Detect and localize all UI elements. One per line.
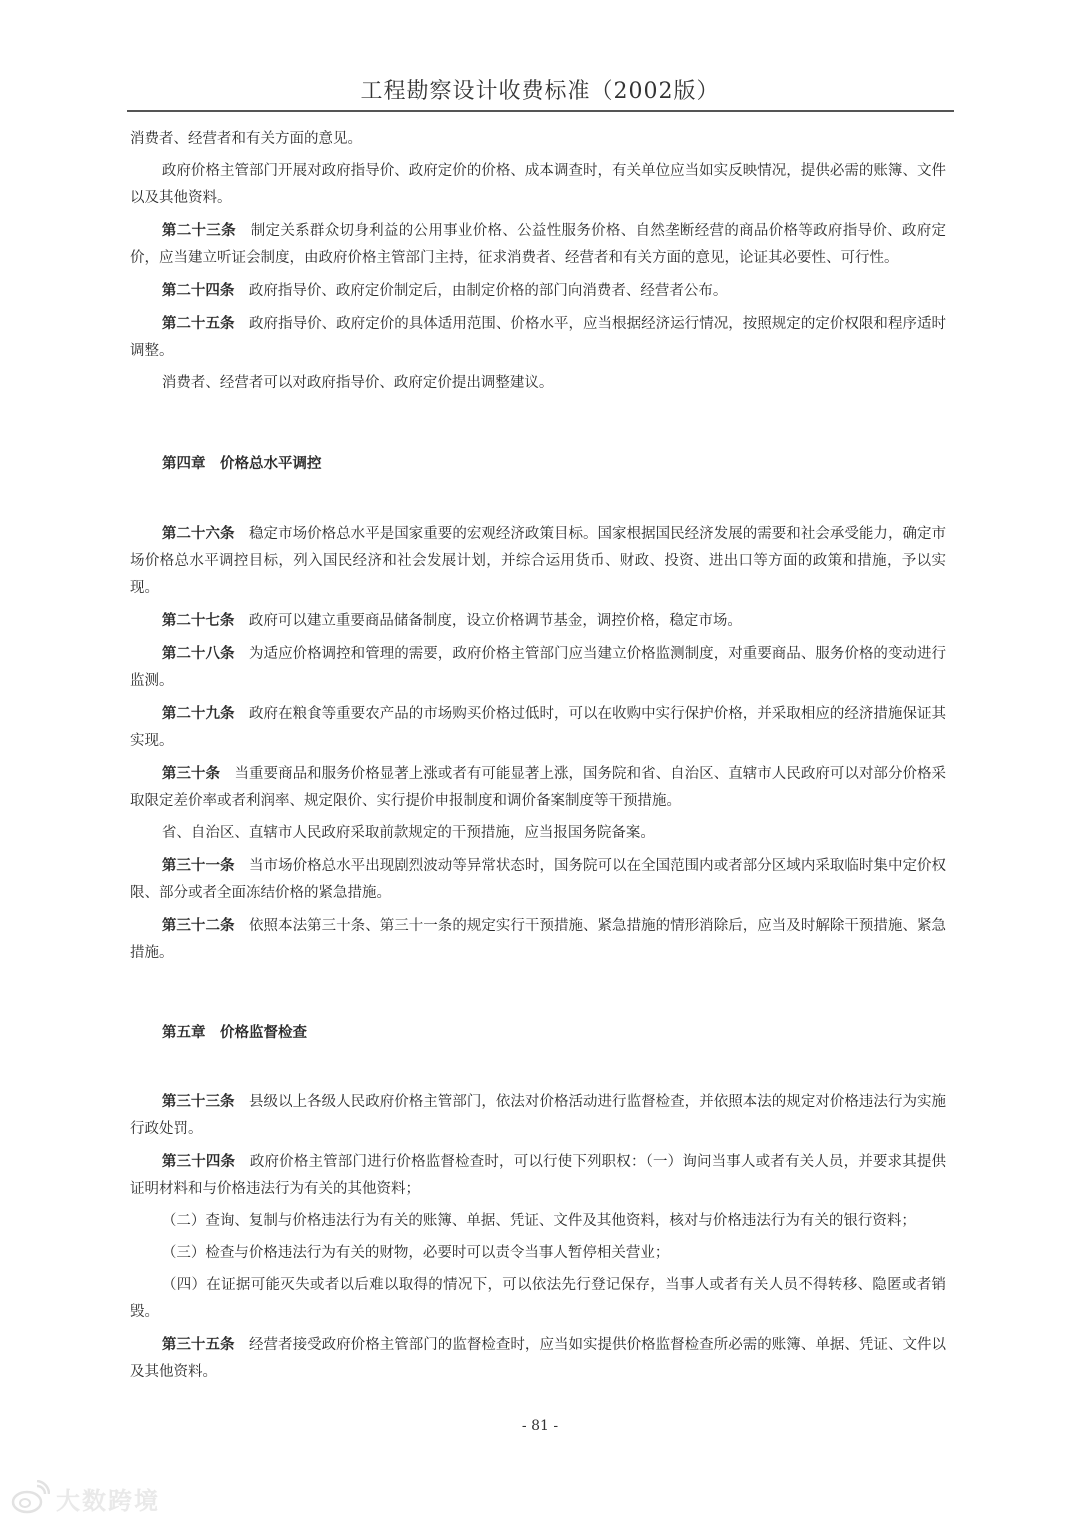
section-top-paragraphs [130,126,946,397]
article-number: 第三十条 [161,765,220,782]
paragraph-text: 消费者、经营者和有关方面的意见。 [130,131,362,147]
weibo-logo-icon [10,1480,50,1516]
paragraph-text: （三）检查与价格违法行为有关的财物，必要时可以责令当事人暂停相关营业； [161,1245,670,1261]
paragraph [130,607,946,635]
chapter-4-paragraphs [130,520,946,967]
paragraph [130,640,946,695]
paragraph [130,310,946,365]
chapter-4-title: 第四章 价格总水平调控 [162,455,322,472]
paragraph-text: 政府可以建立重要商品储备制度，设立价格调节基金，调控价格，稳定市场。 [248,613,742,629]
paragraph [130,1331,946,1386]
paragraph-text: 为适应价格调控和管理的需要，政府价格主管部门应当建立价格监测制度，对重要商品、服务价格的变动进行监测。 [130,646,947,689]
paragraph [130,277,946,305]
header-title: 工程勘察设计收费标准（2002版） [360,79,720,104]
watermark-text: 大数跨境 [56,1486,160,1515]
paragraph-text: 省、自治区、直辖市人民政府采取前款规定的干预措施，应当报国务院备案。 [161,825,655,841]
paragraph [130,217,946,272]
paragraph-text: 消费者、经营者可以对政府指导价、政府定价提出调整建议。 [161,375,554,391]
paragraph-text: 政府价格主管部门进行价格监督检查时，可以行使下列职权：（一）询问当事人或者有关人员，并要求其提供证明材料和与价格违法行为有关的其他资料； [130,1154,947,1197]
paragraph [130,520,946,602]
paragraph [130,1272,946,1326]
paragraph [130,158,946,212]
paragraph-text: 制定关系群众切身利益的公用事业价格、公益性服务价格、自然垄断经营的商品价格等政府指导价、政府定价，应当建立听证会制度，由政府价格主管部门主持，征求消费者、经营者和有关方面的意见，论证其必要性、可行性。 [130,223,947,266]
article-number: 第三十五条 [161,1336,235,1353]
watermark [10,1480,160,1516]
article-number: 第三十四条 [161,1153,236,1170]
header-rule [127,110,954,112]
chapter-5-title: 第五章 价格监督检查 [162,1024,307,1041]
paragraph-text: 县级以上各级人民政府价格主管部门，依法对价格活动进行监督检查，并依照本法的规定对价格违法行为实施行政处罚。 [130,1094,947,1137]
paragraph [130,126,946,153]
paragraph-text: 当重要商品和服务价格显著上涨或者有可能显著上涨，国务院和省、自治区、直辖市人民政府可以对部分价格采取限定差价率或者利润率、规定限价、实行提价申报制度和调价备案制度等干预措施。 [130,766,947,809]
document-body [130,126,946,1386]
paragraph [130,820,946,847]
paragraph-text: 稳定市场价格总水平是国家重要的宏观经济政策目标。国家根据国民经济发展的需要和社会承受能力，确定市场价格总水平调控目标，列入国民经济和社会发展计划，并综合运用货币、财政、投资、进出口等方面的政策和措施，予以实现。 [130,526,947,596]
article-number: 第二十五条 [161,315,235,332]
paragraph-text: （四）在证据可能灭失或者以后难以取得的情况下，可以依法先行登记保存，当事人或者有关人员不得转移、隐匿或者销毁。 [130,1277,946,1320]
paragraph-text: （二）查询、复制与价格违法行为有关的账簿、单据、凭证、文件及其他资料，核对与价格违法行为有关的银行资料； [161,1213,916,1229]
article-number: 第三十二条 [161,917,235,934]
article-number: 第二十四条 [161,282,235,299]
article-number: 第二十九条 [161,705,235,722]
chapter-5-paragraphs [130,1088,946,1386]
paragraph-text: 政府价格主管部门开展对政府指导价、政府定价的价格、成本调查时，有关单位应当如实反映情况，提供必需的账簿、文件以及其他资料。 [130,163,946,206]
article-number: 第二十八条 [161,645,235,662]
page-number: - 81 - [521,1418,559,1434]
paragraph-text: 依照本法第三十条、第三十一条的规定实行干预措施、紧急措施的情形消除后，应当及时解除干预措施、紧急措施。 [130,918,947,961]
paragraph [130,852,946,907]
paragraph [130,1148,946,1203]
article-number: 第二十三条 [161,222,236,239]
article-number: 第三十三条 [161,1093,235,1110]
paragraph [130,1208,946,1235]
article-number: 第三十一条 [161,857,235,874]
paragraph [130,1240,946,1267]
paragraph-text: 政府指导价、政府定价制定后，由制定价格的部门向消费者、经营者公布。 [248,283,728,299]
paragraph [130,760,946,815]
article-number: 第二十六条 [161,525,235,542]
paragraph-text: 当市场价格总水平出现剧烈波动等异常状态时，国务院可以在全国范围内或者部分区域内采取临时集中定价权限、部分或者全面冻结价格的紧急措施。 [130,858,947,901]
paragraph-text: 政府指导价、政府定价的具体适用范围、价格水平，应当根据经济运行情况，按照规定的定价权限和程序适时调整。 [130,316,947,359]
article-number: 第二十七条 [161,612,235,629]
paragraph [130,370,946,397]
paragraph [130,912,946,967]
paragraph [130,1088,946,1143]
paragraph-text: 政府在粮食等重要农产品的市场购买价格过低时，可以在收购中实行保护价格，并采取相应的经济措施保证其实现。 [130,706,947,749]
paragraph [130,700,946,755]
paragraph-text: 经营者接受政府价格主管部门的监督检查时，应当如实提供价格监督检查所必需的账簿、单据、凭证、文件以及其他资料。 [130,1337,947,1380]
